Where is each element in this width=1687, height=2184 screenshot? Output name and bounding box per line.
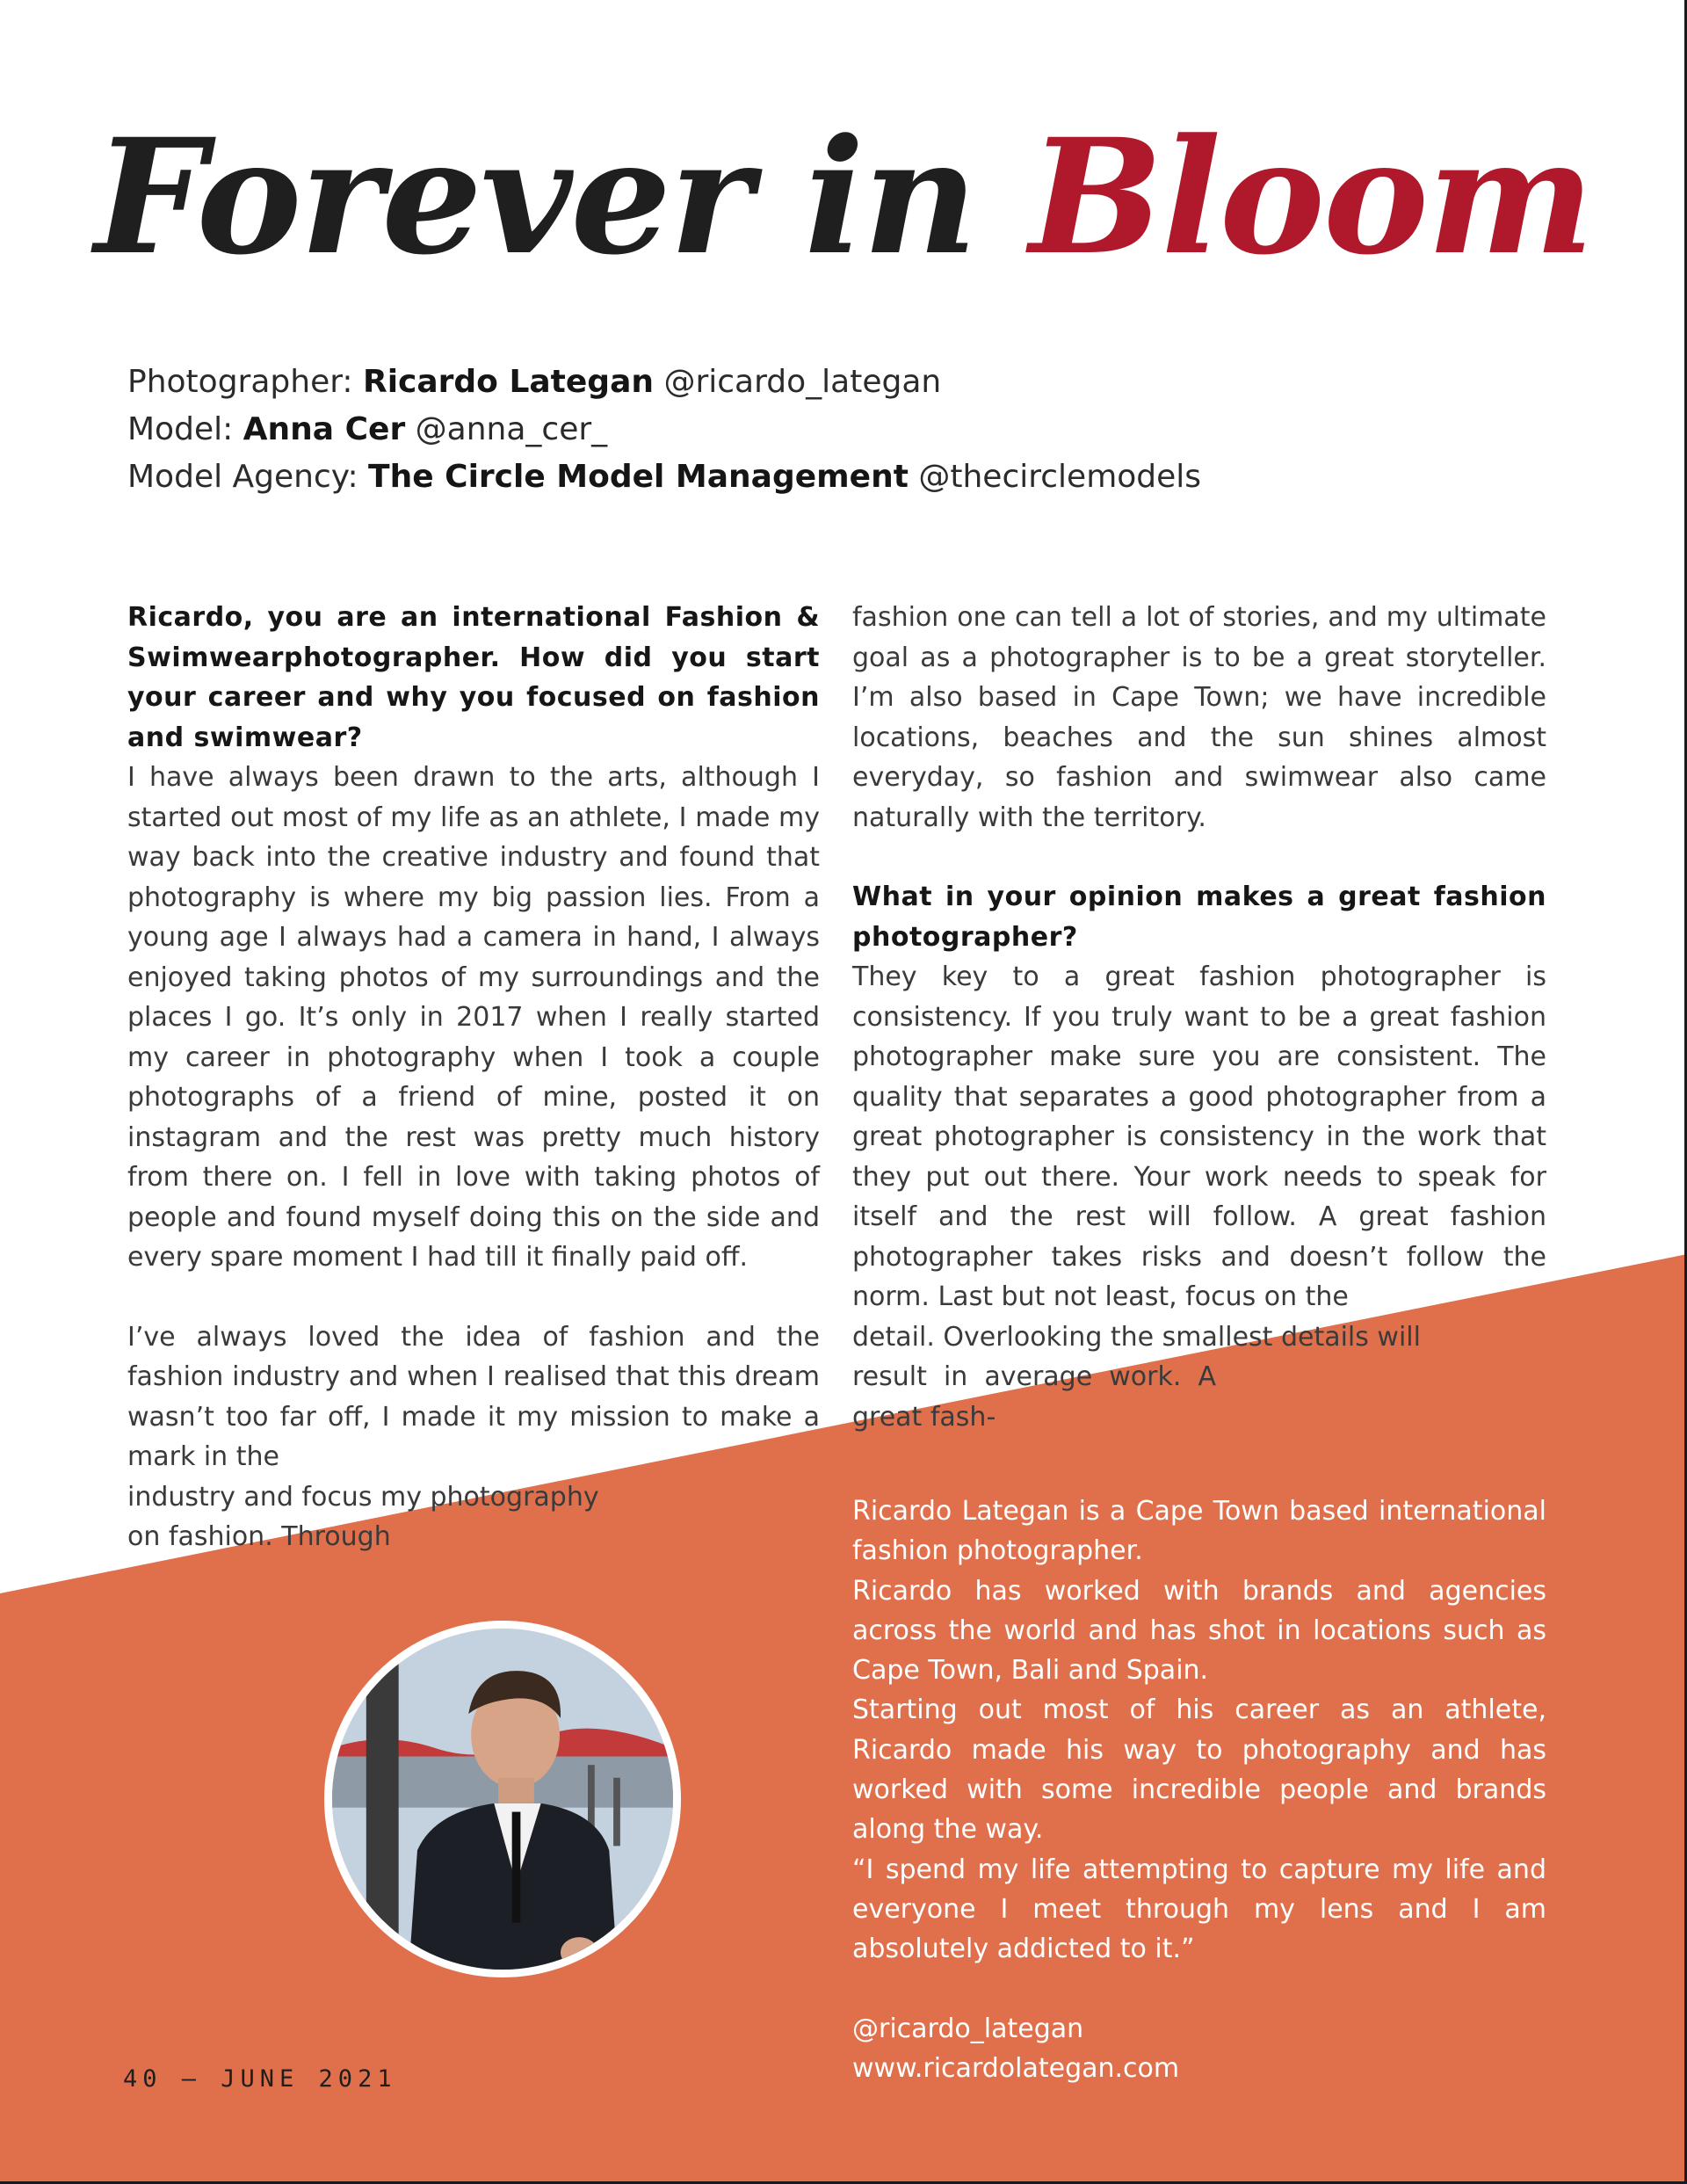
bio-website-link[interactable]: www.ricardolategan.com [852, 2052, 1180, 2084]
title-word-forever-in: Forever in [94, 105, 976, 290]
portrait-illustration [332, 1629, 673, 1970]
credit-agency: Model Agency: The Circle Model Management @thecirclemodels [127, 459, 1202, 495]
answer-1-paragraph-2-line: industry and focus my photography [127, 1481, 599, 1513]
photo-credits [127, 359, 1201, 501]
question-2: What in your opinion makes a great fashion photographer? [852, 882, 1546, 953]
interview-column-left [127, 598, 820, 1557]
answer-2-line: result in average work. A [852, 1361, 1216, 1392]
answer-1-paragraph-3: fashion one can tell a lot of stories, and my ultimate goal as a photographer is to be a great storyteller. I’m also based in Cape Town; we have incredible locations, beaches and the sun shines almost everyday, so fashion and swimwear also came naturally with the territory. [852, 602, 1546, 833]
answer-2-line: detail. Overlooking the smallest details will [852, 1321, 1421, 1353]
bio-instagram-handle[interactable]: @ricardo_lategan [852, 2013, 1084, 2044]
bio-paragraph: Ricardo has worked with brands and agencies across the world and has shot in locations such as Cape Town, Bali and Spain. [852, 1575, 1546, 1687]
answer-1-paragraph-2: I’ve always loved the idea of fashion and the fashion industry and when I realised that this dream wasn’t too far off, I made it my mission to make a mark in the [127, 1321, 820, 1472]
answer-1-paragraph-2-line: on fashion. Through [127, 1521, 391, 1552]
bio-paragraph: Starting out most of his career as an athlete, Ricardo made his way to photography and has worked with some incredible people and brands along the way. [852, 1694, 1546, 1846]
interview-column-right [852, 598, 1546, 1437]
bio-quote: “I spend my life attempting to capture my life and everyone I meet through my lens and I am absolutely addicted to it.” [852, 1854, 1546, 1965]
article-title [0, 101, 1687, 294]
title-word-bloom: Bloom [1029, 105, 1593, 290]
answer-1-paragraph-1: I have always been drawn to the arts, although I started out most of my life as an athlete, I made my way back into the creative industry and found that photography is where my big passion lies. From a young age I always had a camera in hand, I always enjoyed taking photos of my surroundings and the places I go. It’s only in 2017 when I really started my career in photography when I took a couple photographs of a friend of mine, posted it on instagram and the rest was pretty much history from there on. I fell in love with taking photos of people and found myself doing this on the side and every spare moment I had till it finally paid off. [127, 762, 820, 1273]
question-1: Ricardo, you are an international Fashion & Swimwearphotographer. How did you start your career and why you focused on fashion and swimwear? [127, 602, 820, 753]
bio-paragraph: Ricardo Lategan is a Cape Town based international fashion photographer. [852, 1496, 1546, 1567]
page-footer: 40 – JUNE 2021 [123, 2065, 397, 2093]
credit-photographer: Photographer: Ricardo Lategan @ricardo_lategan [127, 364, 942, 400]
photographer-portrait [324, 1621, 681, 1977]
credit-model: Model: Anna Cer @anna_cer_ [127, 411, 608, 447]
answer-2: They key to a great fashion photographer is consistency. If you truly want to be a great fashion photographer make sure you are consistent. The quality that separates a good photographer from a great photographer is consistency in the work that they put out there. Your work needs to speak for itself and the rest will follow. A great fashion photographer takes risks and doesn’t follow the norm. Last but not least, focus on the [852, 961, 1546, 1312]
photographer-bio [852, 1491, 1546, 2088]
answer-2-line: great fash- [852, 1401, 996, 1433]
